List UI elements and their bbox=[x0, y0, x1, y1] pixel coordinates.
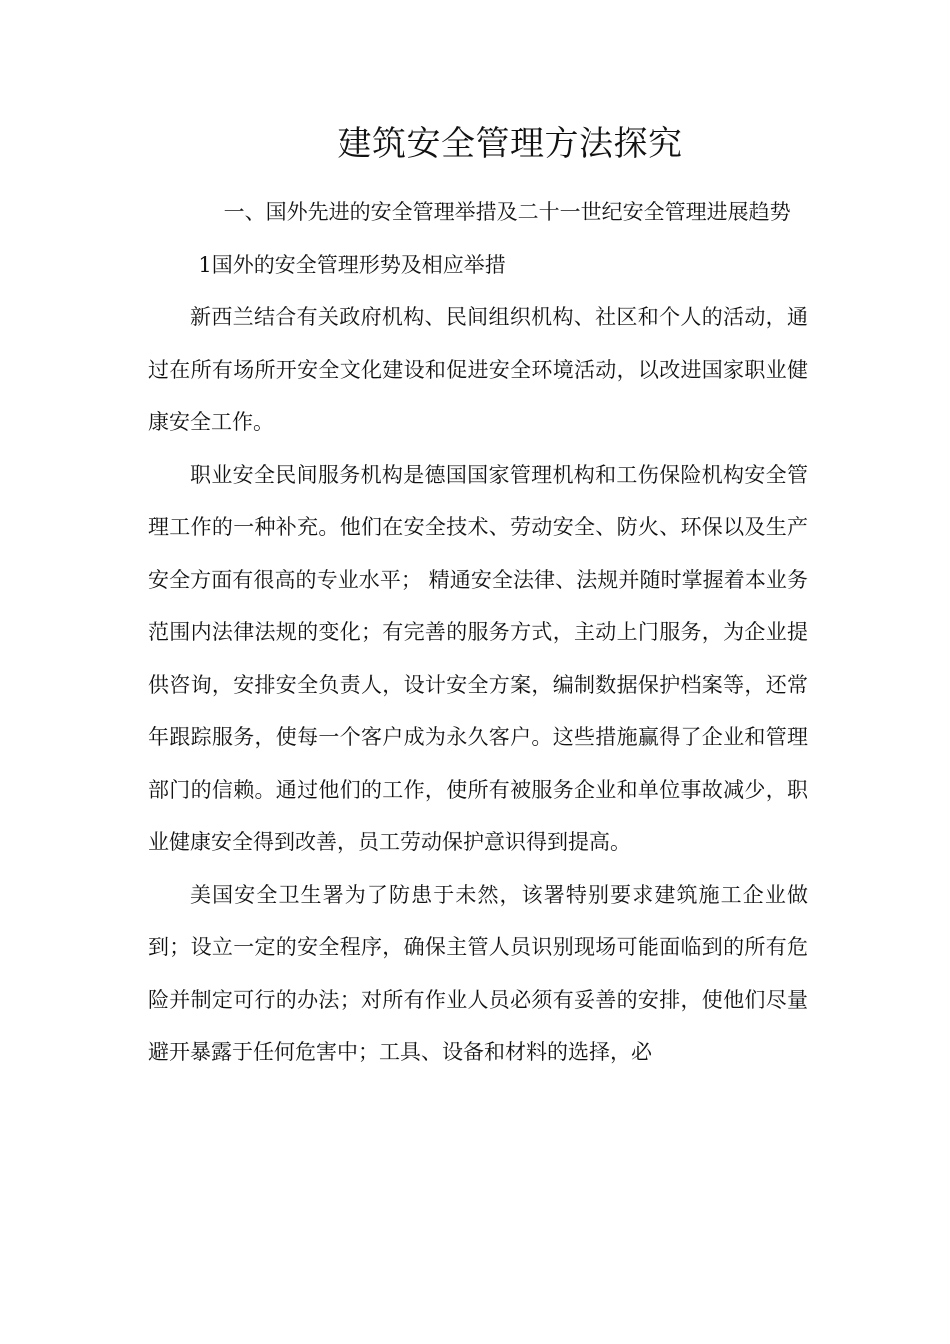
document-body bbox=[148, 186, 808, 1079]
paragraph-new-zealand: 新西兰结合有关政府机构、民间组织机构、社区和个人的活动，通过在所有场所开安全文化建设和促进安全环境活动，以改进国家职业健康安全工作。 bbox=[148, 305, 808, 434]
section-heading: 一、国外先进的安全管理举措及二十一世纪安全管理进展趋势 bbox=[223, 200, 791, 224]
paragraph-usa: 美国安全卫生署为了防患于未然，该署特别要求建筑施工企业做到；设立一定的安全程序，确保主管人员识别现场可能面临到的所有危险并制定可行的办法；对所有作业人员必须有妥善的安排，使他们尽量避开暴露于任何危害中；工具、设备和材料的选择，必 bbox=[148, 882, 808, 1064]
paragraph-germany: 职业安全民间服务机构是德国国家管理机构和工伤保险机构安全管理工作的一种补充。他们在安全技术、劳动安全、防火、环保以及生产安全方面有很高的专业水平； 精通安全法律、法规并随时掌握着本业务范围内法律法规的变化；有完善的服务方式，主动上门服务，为企业提供咨询，安排安全负责人，设计安全方案，编制数据保护档案等，还常年跟踪服务，使每一个客户成为永久客户。这些措施赢得了企业和管理部门的信赖。通过他们的工作，使所有被服务企业和单位事故减少，职业健康安全得到改善，员工劳动保护意识得到提高。 bbox=[148, 462, 808, 854]
page-title: 建筑安全管理方法探究 bbox=[337, 124, 683, 164]
subsection-heading: 1国外的安全管理形势及相应举措 bbox=[198, 252, 506, 277]
